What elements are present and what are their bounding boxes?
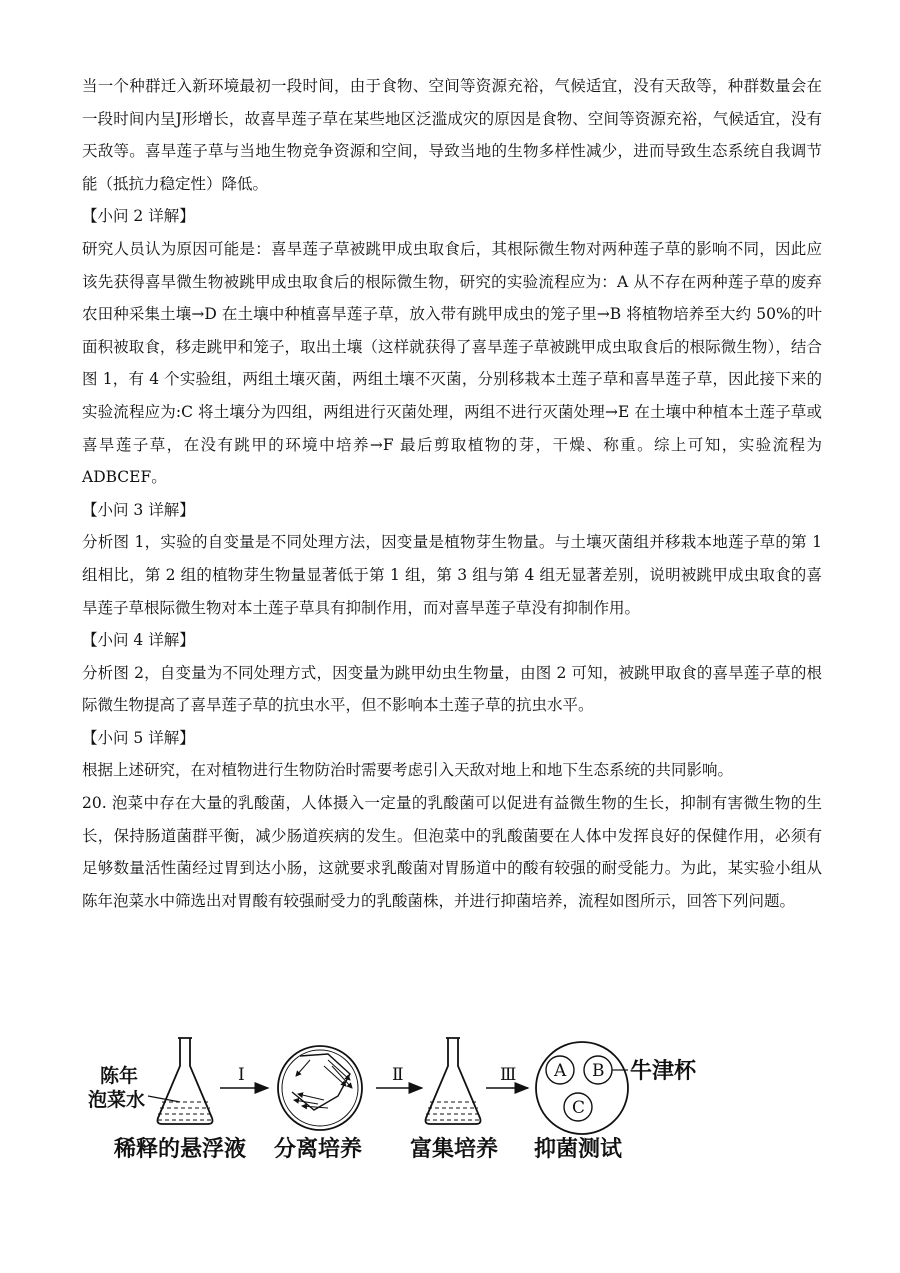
caption-inhibition-test: 抑菌测试 [534, 1137, 623, 1162]
step-2-label: Ⅱ [392, 1065, 404, 1085]
section-heading: 【小问 3 详解】 [82, 500, 195, 519]
source-label-line2: 泡菜水 [88, 1089, 146, 1111]
pointer-line [148, 1096, 180, 1102]
cup-a-label: A [554, 1061, 567, 1081]
caption-enrichment: 富集培养 [410, 1137, 499, 1162]
paragraph: 当一个种群迁入新环境最初一段时间，由于食物、空间等资源充裕，气候适宜，没有天敌等，种群数量会在一段时间内呈J形增长，故喜旱莲子草在某些地区泛滥成灾的原因是食物、空间等资源充裕，气候适宜，没有天敌等。喜旱莲子草与当地生物竞争资源和空间，导致当地的生物多样性减少，进而导致生态系统自我调节能（抵抗力稳定性）降低。 [82, 77, 822, 193]
step-1-label: Ⅰ [238, 1065, 245, 1085]
process-diagram [88, 1030, 728, 1165]
paragraph: 分析图 1，实验的自变量是不同处理方法，因变量是植物芽生物量。与土壤灭菌组并移栽本地莲子草的第 1 组相比，第 2 组的植物芽生物量显著低于第 1 组，第 3 组与第 4 组无显著差别，说明被跳甲成虫取食的喜旱莲子草根际微生物对本土莲子草具有抑制作用，而对喜旱莲子草没有抑制作用。 [82, 533, 822, 617]
question-20: 20. 泡菜中存在大量的乳酸菌，人体摄入一定量的乳酸菌可以促进有益微生物的生长，抑制有害微生物的生长，保持肠道菌群平衡，减少肠道疾病的发生。但泡菜中的乳酸菌要在人体中发挥良好的保健作用，必须有足够数量活性菌经过胃到达小肠，这就要求乳酸菌对胃肠道中的酸有较强的耐受能力。为此，某实验小组从陈年泡菜水中筛选出对胃酸有较强耐受力的乳酸菌株，并进行抑菌培养，流程如图所示，回答下列问题。 [82, 794, 822, 910]
text-content [82, 70, 822, 917]
section-heading: 【小问 2 详解】 [82, 207, 195, 226]
paragraph: 研究人员认为原因可能是：喜旱莲子草被跳甲成虫取食后，其根际微生物对两种莲子草的影响不同，因此应该先获得喜旱微生物被跳甲成虫取食后的根际微生物，研究的实验流程应为：A 从不存在两种莲子草的废弃农田种采集土壤→D 在土壤中种植喜旱莲子草，放入带有跳甲成虫的笼子里→B 将植物培养至大约 50%的叶面积被取食，移走跳甲和笼子，取出土壤（这样就获得了喜旱莲子草被跳甲成虫取食后的根际微生物），结合图 1，有 4 个实验组，两组土壤灭菌，两组土壤不灭菌，分别移栽本土莲子草和喜旱莲子草，因此接下来的实验流程应为:C 将土壤分为四组，两组进行灭菌处理，两组不进行灭菌处理→E 在土壤中种植本土莲子草或喜旱莲子草，在没有跳甲的环境中培养→F 最后剪取植物的芽，干燥、称重。综上可知，实验流程为 ADBCEF。 [82, 239, 822, 487]
section-heading: 【小问 5 详解】 [82, 728, 195, 747]
caption-isolation: 分离培养 [274, 1137, 363, 1162]
paragraph: 分析图 2，自变量为不同处理方式，因变量为跳甲幼虫生物量，由图 2 可知，被跳甲取食的喜旱莲子草的根际微生物提高了喜旱莲子草的抗虫水平，但不影响本土莲子草的抗虫水平。 [82, 663, 822, 715]
oxford-cup-label: 牛津杯 [630, 1059, 697, 1084]
source-label-line1: 陈年 [100, 1065, 139, 1087]
petri-dish-icon [278, 1046, 362, 1130]
cup-b-label: B [592, 1061, 605, 1081]
caption-suspension: 稀释的悬浮液 [114, 1137, 247, 1162]
section-heading: 【小问 4 详解】 [82, 631, 195, 650]
flask-1-icon [158, 1038, 213, 1124]
cup-c-label: C [572, 1098, 586, 1118]
test-plate-icon [536, 1042, 628, 1134]
process-figure [88, 1030, 728, 1165]
paragraph: 根据上述研究，在对植物进行生物防治时需要考虑引入天敌对地上和地下生态系统的共同影响。 [82, 761, 734, 780]
flask-2-icon [426, 1038, 481, 1124]
step-3-label: Ⅲ [500, 1065, 517, 1085]
